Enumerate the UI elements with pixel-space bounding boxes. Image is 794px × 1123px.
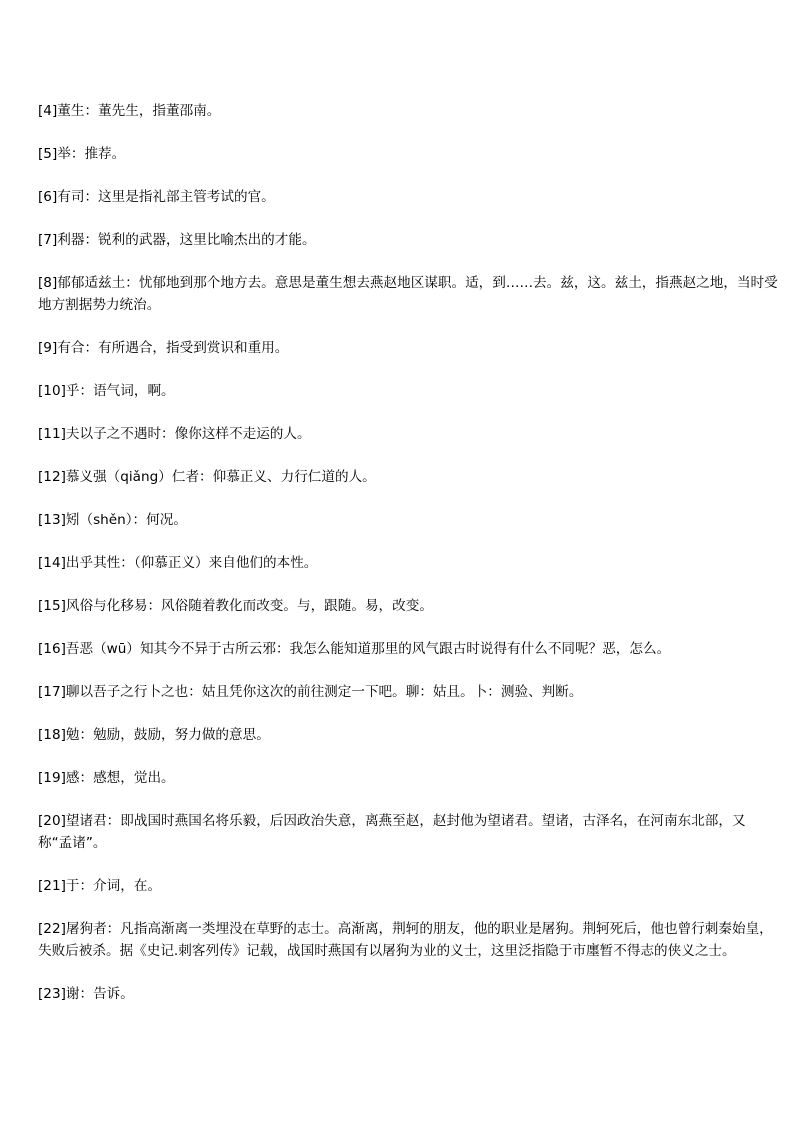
note-7: [7]利器：锐利的武器，这里比喻杰出的才能。 bbox=[38, 232, 316, 248]
note-12: [12]慕义强（qiǎng）仁者：仰慕正义、力行仁道的人。 bbox=[38, 469, 376, 485]
note-20: [20]望诸君：即战国时燕国名将乐毅，后因政治失意，离燕至赵，赵封他为望诸君。望诸，古泽名，在河南东北部，又称“孟诸”。 bbox=[38, 813, 746, 851]
note-18: [18]勉：勉励，鼓励，努力做的意思。 bbox=[38, 727, 270, 743]
note-16: [16]吾恶（wū）知其今不异于古所云邪：我怎么能知道那里的风气跟古时说得有什么不同呢？恶，怎么。 bbox=[38, 641, 671, 657]
note-14: [14]出乎其性：（仰慕正义）来自他们的本性。 bbox=[38, 555, 318, 571]
note-15: [15]风俗与化移易：风俗随着教化而改变。与，跟随。易，改变。 bbox=[38, 598, 433, 614]
annotation-list bbox=[38, 100, 778, 1026]
note-4: [4]董生：董先生，指董邵南。 bbox=[38, 103, 221, 119]
note-17: [17]聊以吾子之行卜之也：姑且凭你这次的前往测定一下吧。聊：姑且。卜：测验、判断。 bbox=[38, 684, 583, 700]
note-22: [22]屠狗者：凡指高渐离一类埋没在草野的志士。高渐离，荆轲的朋友，他的职业是屠狗。荆轲死后，他也曾行刺秦始皇，失败后被杀。据《史记.刺客列传》记载，战国时燕国有以屠狗为业的义士，这里泛指隐于市廛暂不得志的侠义之士。 bbox=[38, 921, 773, 959]
note-23: [23]谢：告诉。 bbox=[38, 986, 134, 1002]
note-11: [11]夫以子之不遇时：像你这样不走运的人。 bbox=[38, 426, 311, 442]
note-10: [10]乎：语气词，啊。 bbox=[38, 383, 175, 399]
note-21: [21]于：介词，在。 bbox=[38, 878, 162, 894]
note-6: [6]有司：这里是指礼部主管考试的官。 bbox=[38, 189, 275, 205]
note-8: [8]郁郁适兹土：忧郁地到那个地方去。意思是董生想去燕赵地区谋职。适，到……去。兹，这。兹土，指燕赵之地，当时受地方割据势力统治。 bbox=[38, 275, 778, 313]
note-13: [13]矧（shěn）：何况。 bbox=[38, 512, 187, 528]
note-5: [5]举：推荐。 bbox=[38, 146, 126, 162]
note-19: [19]感：感想，觉出。 bbox=[38, 770, 175, 786]
note-9: [9]有合：有所遇合，指受到赏识和重用。 bbox=[38, 340, 289, 356]
